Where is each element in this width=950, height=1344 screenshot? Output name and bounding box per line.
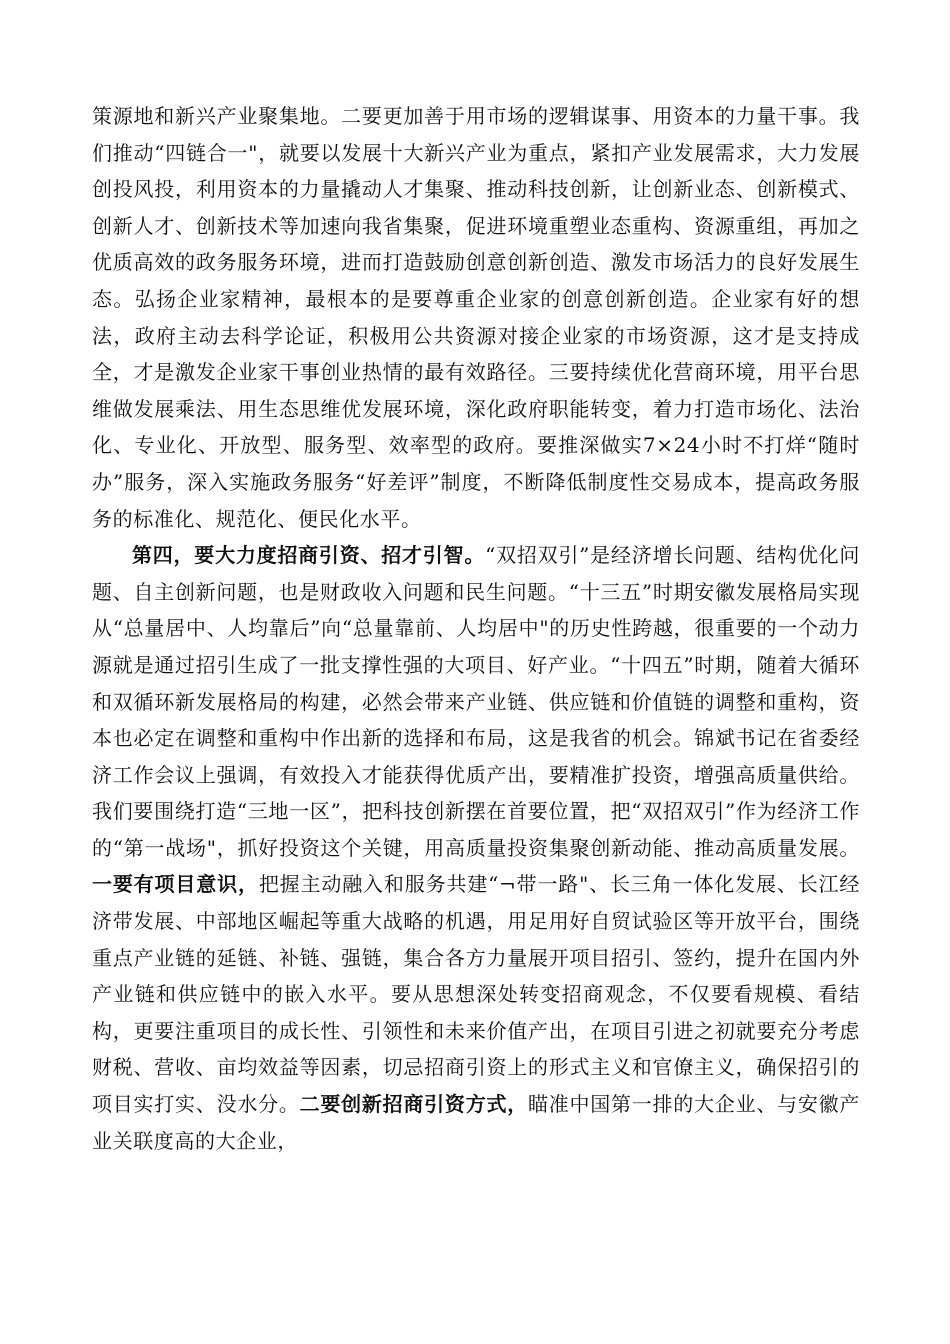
paragraph-1 — [92, 98, 860, 537]
paragraph-2-text-b: 把握主动融入和服务共建“¬带一路"、长三角一体化发展、长江经济带发展、中部地区崛起等重大战略的机遇，用足用好自贸试验区等开放平台，围绕重点产业链的延链、补链、强链，集合各方力量展开项目招引、签约，提升在国内外产业链和供应链中的嵌入水平。要从思想深处转变招商观念，不仅要看规模、看结构，更要注重项目的成长性、引领性和未来价值产出，在项目引进之初就要充分考虑财税、营收、亩均效益等因素，切忌招商引资上的形式主义和官僚主义，确保招引的项目实打实、没水分。 — [92, 872, 860, 1117]
paragraph-2-text-c: 瞄准中国第一排的大企业、与安徽产业关联度高的大企业， — [92, 1092, 860, 1153]
paragraph-2 — [92, 537, 860, 1159]
paragraph-2-bold-c: 二要创新招商引资方式， — [299, 1092, 528, 1117]
paragraph-2-text-a: “双招双引”是经济增长问题、结构优化问题、自主创新问题，也是财政收入问题和民生问题。“十三五”时期安徽发展格局实现从“总量居中、人均靠后”向“总量靠前、人均居中"的历史性跨越，很重要的一个动力源就是通过招引生成了一批支撑性强的大项目、好产业。“十四五”时期，随着大循环和双循环新发展格局的构建，必然会带来产业链、供应链和价值链的调整和重构，资本也必定在调整和重构中作出新的选择和布局，这是我省的机会。锦斌书记在省委经济工作会议上强调，有效投入才能获得优质产出，要精准扩投资，增强高质量供给。我们要围绕打造“三地一区”，把科技创新摆在首要位置，把“双招双引”作为经济工作的“第一战场"，抓好投资这个关键，用高质量投资集聚创新动能、推动高质量发展。 — [92, 543, 860, 860]
document-page — [92, 98, 860, 1159]
paragraph-1-text: 策源地和新兴产业聚集地。二要更加善于用市场的逻辑谋事、用资本的力量干事。我们推动“四链合一"，就要以发展十大新兴产业为重点，紧扣产业发展需求，大力发展创投风投，利用资本的力量撬动人才集聚、推动科技创新，让创新业态、创新模式、创新人才、创新技术等加速向我省集聚，促进环境重塑业态重构、资源重组，再加之优质高效的政务服务环境，进而打造鼓励创意创新创造、激发市场活力的良好发展生态。弘扬企业家精神，最根本的是要尊重企业家的创意创新创造。企业家有好的想法，政府主动去科学论证，积极用公共资源对接企业家的市场资源，这才是支持成全，才是激发企业家干事创业热情的最有效路径。三要持续优化营商环境，用平台思维做发展乘法、用生态思维优发展环境，深化政府职能转变，着力打造市场化、法治化、专业化、开放型、服务型、效率型的政府。要推深做实7×24小时不打烊“随时办”服务，深入实施政务服务“好差评”制度，不断降低制度性交易成本，提高政务服务的标准化、规范化、便民化水平。 — [92, 104, 860, 531]
paragraph-2-bold-b: 一要有项目意识， — [92, 872, 259, 897]
paragraph-2-heading: 第四，要大力度招商引资、招才引智。 — [132, 543, 486, 568]
